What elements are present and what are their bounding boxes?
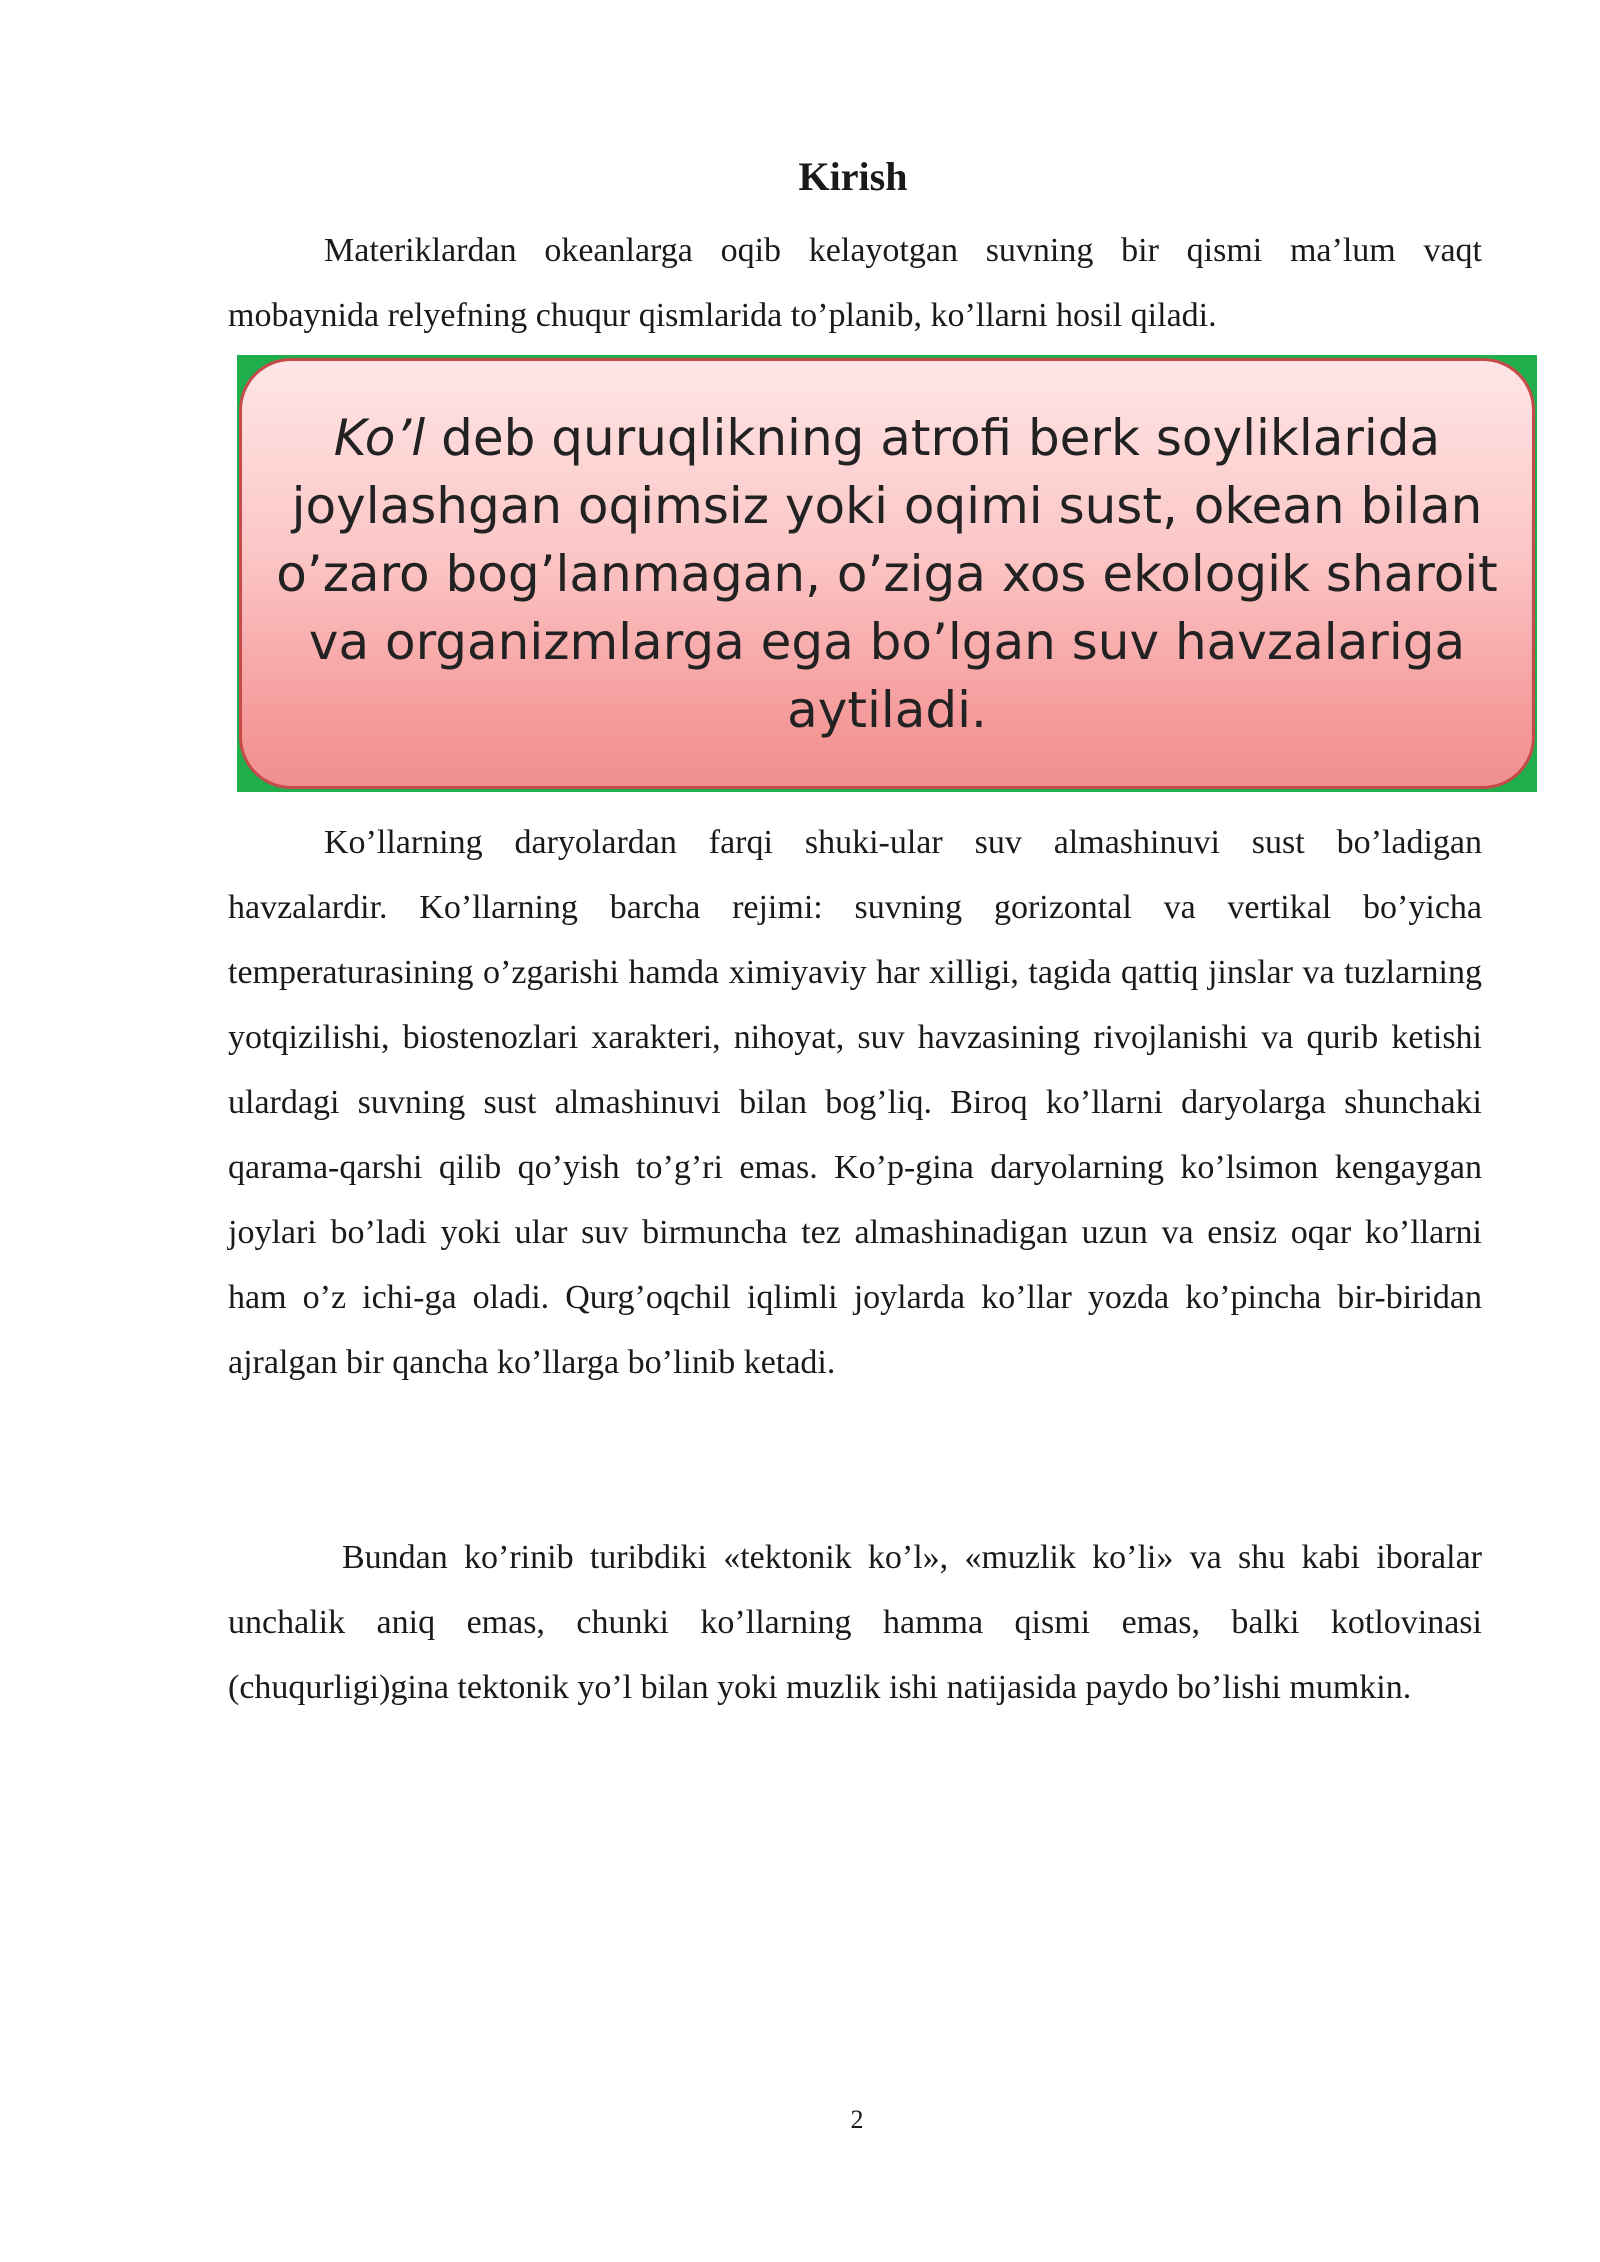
definition-callout <box>239 358 1535 789</box>
definition-text <box>257 404 1517 744</box>
body-paragraph-1: Ko’llarning daryolardan farqi shuki-ular suv almashinuvi sust bo’ladigan havzalardir. Ko’llarning barcha rejimi: suvning gorizontal va vertikal bo’yicha temperaturasining o’zgarishi hamda ximiyaviy har xilligi, tagida qattiq jinslar va tuzlarning yotqizilishi, biostenozlari xarakteri, nihoyat, suv havzasining rivojlanishi va qurib ketishi ulardagi suvning sust almashinuvi bilan bog’liq. Biroq ko’llarni daryolarga shunchaki qarama-qarshi qilib qo’yish to’g’ri emas. Ko’p-gina daryolarning ko’lsimon kengaygan joylari bo’ladi yoki ular suv birmuncha tez almashinadigan uzun va ensiz oqar ko’llarni ham o’z ichi-ga oladi. Qurg’oqchil iqlimli joylarda ko’llar yozda ko’pincha bir-biridan ajralgan bir qancha ko’llarga bo’linib ketadi. <box>228 824 1482 1381</box>
page-number: 2 <box>850 2105 864 2134</box>
page-title: Kirish <box>798 154 908 199</box>
definition-body: deb quruqlikning atrofi berk soyliklarida joylashgan oqimsiz yoki oqimi sust, okean bilan o’zaro bog’lanmagan, o’ziga xos ekologik sharoit va organizmlarga ega bo’lgan suv havzalariga aytiladi. <box>276 408 1498 739</box>
definition-term: Ko’l <box>333 408 426 467</box>
body-paragraph-2: Bundan ko’rinib turibdiki «tektonik ko’l», «muzlik ko’li» va shu kabi iboralar unchalik aniq emas, chunki ko’llarning hamma qismi emas, balki kotlovinasi (chuqurligi)gina tektonik yo’l bilan yoki muzlik ishi natijasida paydo bo’lishi mumkin. <box>228 1539 1482 1706</box>
definition-callout-frame <box>237 355 1537 792</box>
intro-paragraph: Materiklardan okeanlarga oqib kelayotgan suvning bir qismi ma’lum vaqt mobaynida relyefning chuqur qismlarida to’planib, ko’llarni hosil qiladi. <box>228 232 1482 334</box>
